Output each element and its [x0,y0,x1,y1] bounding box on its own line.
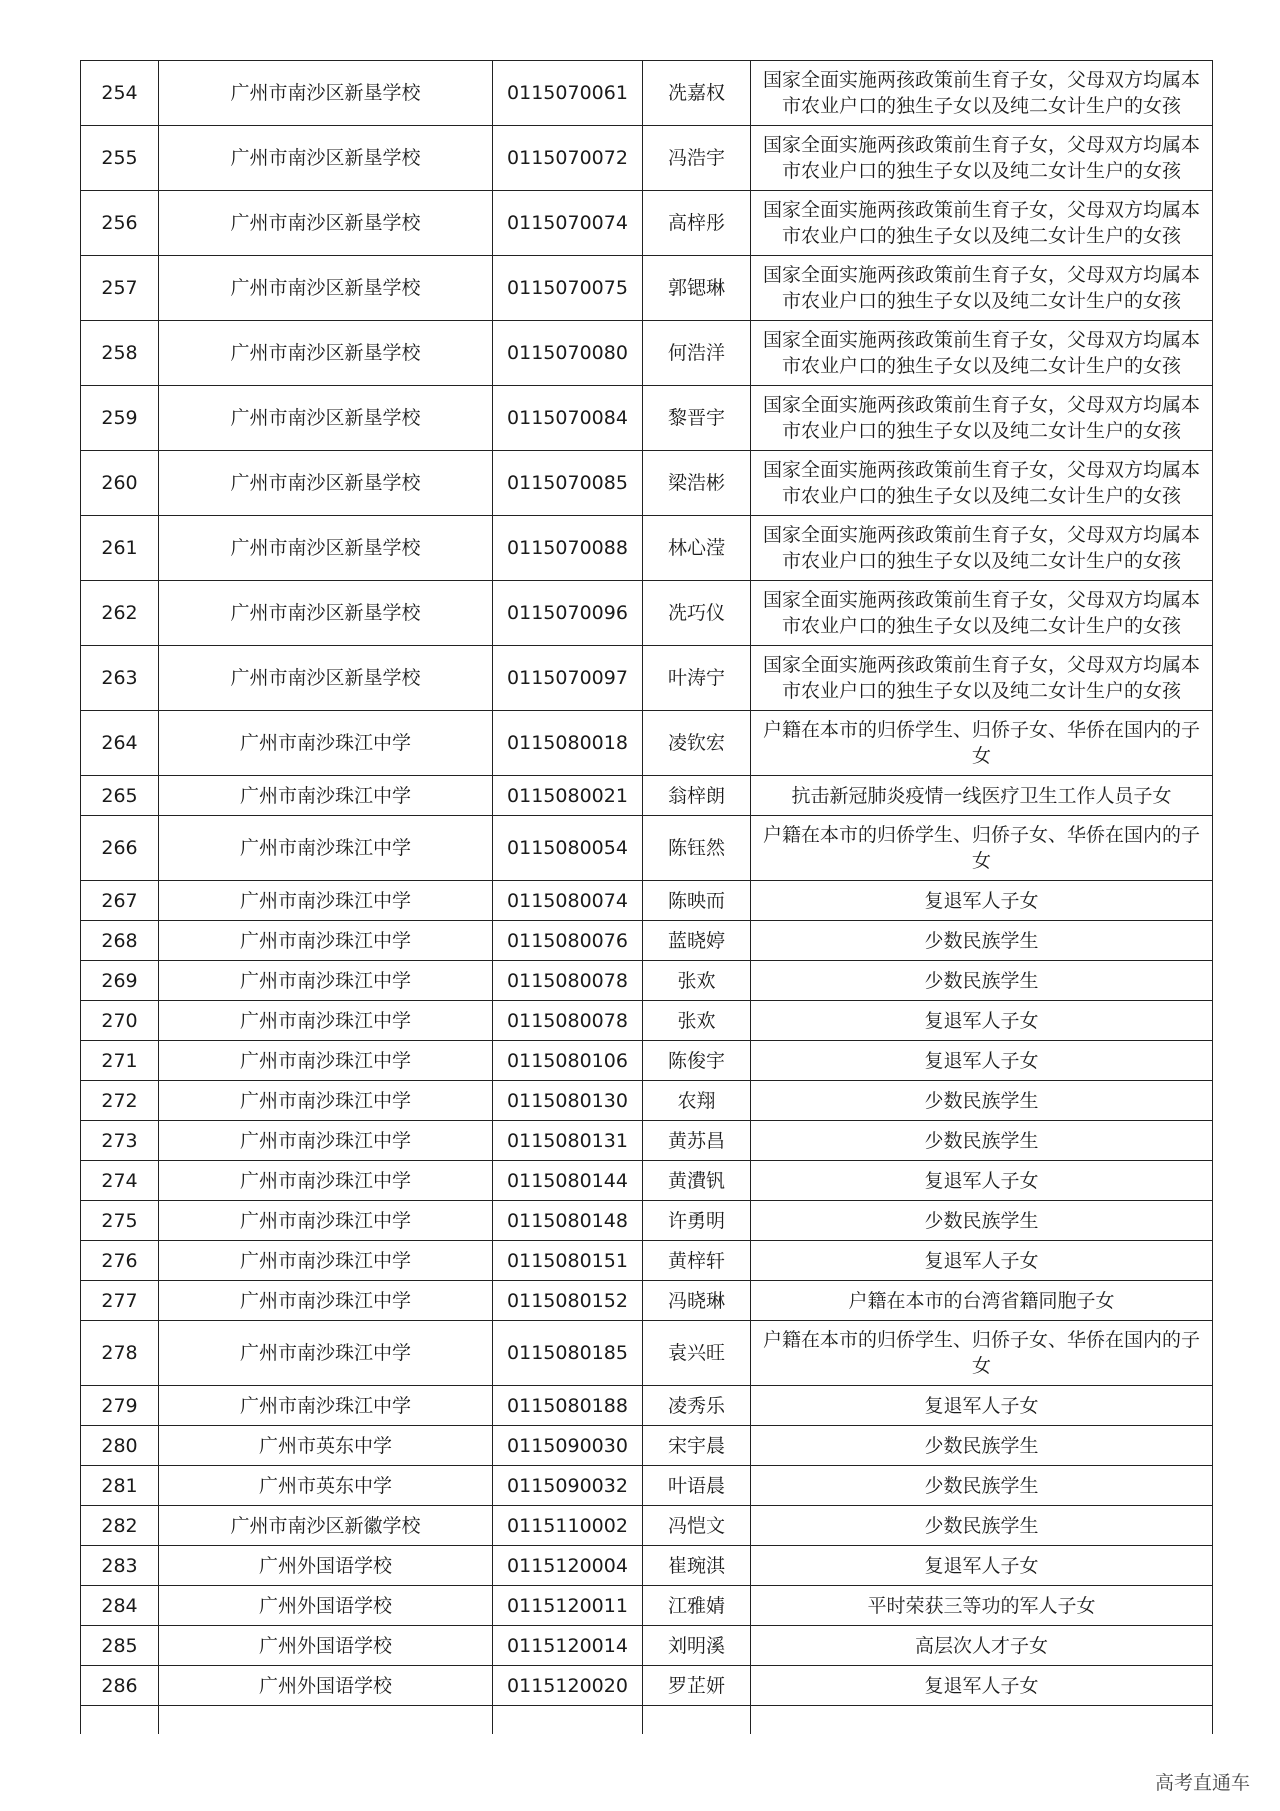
cell-number: 255 [81,126,159,191]
cell-school: 广州市南沙珠江中学 [159,816,493,881]
cell-student-id: 0115080078 [493,1001,643,1041]
cell-category: 复退军人子女 [751,1241,1213,1281]
cell-category: 户籍在本市的归侨学生、归侨子女、华侨在国内的子女 [751,1321,1213,1386]
roster-body [81,61,1213,1735]
cell-school: 广州市南沙珠江中学 [159,1321,493,1386]
cell-school: 广州市南沙珠江中学 [159,1041,493,1081]
cell-student-id: 0115070080 [493,321,643,386]
cell-number: 273 [81,1121,159,1161]
cell-student-name: 黄梓轩 [643,1241,751,1281]
cell-school: 广州市南沙区新徽学校 [159,1506,493,1546]
cell-number: 284 [81,1586,159,1626]
table-row [81,386,1213,451]
empty-cell [159,1706,493,1735]
cell-number: 269 [81,961,159,1001]
table-row [81,516,1213,581]
cell-school: 广州市南沙区新垦学校 [159,321,493,386]
cell-student-id: 0115080074 [493,881,643,921]
cell-student-id: 0115090032 [493,1466,643,1506]
cell-category: 国家全面实施两孩政策前生育子女，父母双方均属本市农业户口的独生子女以及纯二女计生户的女孩 [751,61,1213,126]
cell-school: 广州市南沙珠江中学 [159,711,493,776]
cell-category: 高层次人才子女 [751,1626,1213,1666]
cell-number: 264 [81,711,159,776]
cell-student-name: 张欢 [643,1001,751,1041]
cell-number: 277 [81,1281,159,1321]
cell-category: 复退军人子女 [751,1161,1213,1201]
cell-category: 复退军人子女 [751,881,1213,921]
cell-category: 复退军人子女 [751,1386,1213,1426]
table-row [81,1241,1213,1281]
cell-student-name: 高梓彤 [643,191,751,256]
cell-student-id: 0115070097 [493,646,643,711]
cell-number: 267 [81,881,159,921]
cell-school: 广州市南沙珠江中学 [159,1121,493,1161]
cell-student-id: 0115070084 [493,386,643,451]
table-row [81,1001,1213,1041]
cell-student-name: 张欢 [643,961,751,1001]
cell-school: 广州市南沙珠江中学 [159,1241,493,1281]
cell-school: 广州外国语学校 [159,1546,493,1586]
cell-school: 广州市南沙区新垦学校 [159,126,493,191]
cell-category: 国家全面实施两孩政策前生育子女，父母双方均属本市农业户口的独生子女以及纯二女计生户的女孩 [751,516,1213,581]
cell-category: 少数民族学生 [751,921,1213,961]
cell-number: 278 [81,1321,159,1386]
cell-student-name: 陈映而 [643,881,751,921]
cell-number: 282 [81,1506,159,1546]
cell-category: 复退军人子女 [751,1666,1213,1706]
cell-student-name: 叶涛宁 [643,646,751,711]
cell-category: 抗击新冠肺炎疫情一线医疗卫生工作人员子女 [751,776,1213,816]
empty-cell [81,1706,159,1735]
cell-number: 281 [81,1466,159,1506]
cell-number: 254 [81,61,159,126]
cell-school: 广州市南沙珠江中学 [159,1001,493,1041]
cell-student-id: 0115110002 [493,1506,643,1546]
empty-cell [751,1706,1213,1735]
cell-school: 广州市英东中学 [159,1426,493,1466]
cell-student-name: 刘明溪 [643,1626,751,1666]
table-row [81,256,1213,321]
cell-category: 国家全面实施两孩政策前生育子女，父母双方均属本市农业户口的独生子女以及纯二女计生户的女孩 [751,451,1213,516]
cell-number: 256 [81,191,159,256]
cell-school: 广州市南沙区新垦学校 [159,646,493,711]
cell-school: 广州市南沙珠江中学 [159,776,493,816]
table-row [81,1386,1213,1426]
table-row [81,1466,1213,1506]
cell-school: 广州外国语学校 [159,1626,493,1666]
table-row [81,1586,1213,1626]
cell-category: 户籍在本市的归侨学生、归侨子女、华侨在国内的子女 [751,816,1213,881]
watermark-text: 高考直通车 [1154,1772,1250,1794]
cell-student-name: 凌钦宏 [643,711,751,776]
cell-student-name: 黎晋宇 [643,386,751,451]
cell-school: 广州外国语学校 [159,1586,493,1626]
cell-number: 276 [81,1241,159,1281]
cell-school: 广州市南沙珠江中学 [159,1386,493,1426]
cell-number: 274 [81,1161,159,1201]
cell-student-id: 0115070075 [493,256,643,321]
cell-school: 广州市南沙区新垦学校 [159,451,493,516]
table-row [81,1506,1213,1546]
cell-student-id: 0115080131 [493,1121,643,1161]
cell-category: 国家全面实施两孩政策前生育子女，父母双方均属本市农业户口的独生子女以及纯二女计生户的女孩 [751,646,1213,711]
cell-student-name: 凌秀乐 [643,1386,751,1426]
table-row [81,1121,1213,1161]
cell-category: 复退军人子女 [751,1041,1213,1081]
table-row [81,1201,1213,1241]
table-row [81,961,1213,1001]
cell-student-name: 冼巧仪 [643,581,751,646]
empty-cell [493,1706,643,1735]
cell-number: 283 [81,1546,159,1586]
cell-category: 国家全面实施两孩政策前生育子女，父母双方均属本市农业户口的独生子女以及纯二女计生户的女孩 [751,386,1213,451]
cell-number: 263 [81,646,159,711]
cell-student-id: 0115120004 [493,1546,643,1586]
cell-student-name: 郭锶琳 [643,256,751,321]
cell-student-name: 蓝晓婷 [643,921,751,961]
cell-student-id: 0115080188 [493,1386,643,1426]
cell-student-name: 冯恺文 [643,1506,751,1546]
cell-student-name: 何浩洋 [643,321,751,386]
cell-student-name: 黄㵒钒 [643,1161,751,1201]
cell-student-name: 陈钰然 [643,816,751,881]
cell-school: 广州市南沙珠江中学 [159,961,493,1001]
cell-student-name: 许勇明 [643,1201,751,1241]
cell-student-name: 罗芷妍 [643,1666,751,1706]
roster-table [80,60,1213,1734]
cell-category: 少数民族学生 [751,1506,1213,1546]
cell-category: 平时荣获三等功的军人子女 [751,1586,1213,1626]
cell-number: 286 [81,1666,159,1706]
cell-school: 广州市南沙区新垦学校 [159,516,493,581]
cell-category: 少数民族学生 [751,1121,1213,1161]
cell-category: 户籍在本市的台湾省籍同胞子女 [751,1281,1213,1321]
cell-school: 广州市南沙区新垦学校 [159,386,493,451]
cell-category: 国家全面实施两孩政策前生育子女，父母双方均属本市农业户口的独生子女以及纯二女计生户的女孩 [751,321,1213,386]
cell-category: 少数民族学生 [751,1081,1213,1121]
table-row [81,1626,1213,1666]
cell-student-id: 0115080076 [493,921,643,961]
cell-school: 广州市南沙珠江中学 [159,1201,493,1241]
table-row [81,581,1213,646]
table-row [81,816,1213,881]
roster-sheet [80,60,1212,1734]
cell-school: 广州市南沙珠江中学 [159,881,493,921]
table-row [81,1321,1213,1386]
cell-school: 广州外国语学校 [159,1666,493,1706]
cell-student-id: 0115080018 [493,711,643,776]
cell-student-name: 冯晓琳 [643,1281,751,1321]
table-row-blank [81,1706,1213,1735]
cell-student-name: 冼嘉权 [643,61,751,126]
cell-category: 复退军人子女 [751,1546,1213,1586]
cell-student-id: 0115080148 [493,1201,643,1241]
cell-school: 广州市南沙珠江中学 [159,921,493,961]
cell-student-id: 0115070085 [493,451,643,516]
cell-category: 复退军人子女 [751,1001,1213,1041]
table-row [81,776,1213,816]
table-row [81,451,1213,516]
table-row [81,1041,1213,1081]
cell-number: 266 [81,816,159,881]
cell-category: 少数民族学生 [751,1426,1213,1466]
cell-school: 广州市南沙珠江中学 [159,1081,493,1121]
cell-category: 国家全面实施两孩政策前生育子女，父母双方均属本市农业户口的独生子女以及纯二女计生户的女孩 [751,191,1213,256]
table-row [81,1426,1213,1466]
cell-school: 广州市南沙珠江中学 [159,1281,493,1321]
cell-number: 275 [81,1201,159,1241]
cell-school: 广州市南沙珠江中学 [159,1161,493,1201]
cell-student-name: 翁梓朗 [643,776,751,816]
cell-student-id: 0115070072 [493,126,643,191]
cell-number: 272 [81,1081,159,1121]
table-row [81,711,1213,776]
cell-number: 259 [81,386,159,451]
cell-student-id: 0115080054 [493,816,643,881]
cell-student-name: 冯浩宇 [643,126,751,191]
cell-category: 国家全面实施两孩政策前生育子女，父母双方均属本市农业户口的独生子女以及纯二女计生户的女孩 [751,126,1213,191]
cell-school: 广州市英东中学 [159,1466,493,1506]
cell-student-name: 宋宇晨 [643,1426,751,1466]
cell-student-id: 0115120020 [493,1666,643,1706]
cell-school: 广州市南沙区新垦学校 [159,191,493,256]
table-row [81,1666,1213,1706]
cell-student-name: 林心滢 [643,516,751,581]
cell-student-id: 0115070088 [493,516,643,581]
cell-student-id: 0115080144 [493,1161,643,1201]
cell-student-name: 陈俊宇 [643,1041,751,1081]
cell-number: 271 [81,1041,159,1081]
cell-number: 261 [81,516,159,581]
cell-student-id: 0115080021 [493,776,643,816]
cell-category: 国家全面实施两孩政策前生育子女，父母双方均属本市农业户口的独生子女以及纯二女计生户的女孩 [751,256,1213,321]
table-row [81,61,1213,126]
cell-student-id: 0115070061 [493,61,643,126]
cell-student-id: 0115080106 [493,1041,643,1081]
empty-cell [643,1706,751,1735]
table-row [81,321,1213,386]
cell-student-id: 0115080185 [493,1321,643,1386]
cell-school: 广州市南沙区新垦学校 [159,256,493,321]
cell-category: 少数民族学生 [751,961,1213,1001]
cell-student-name: 江雅婧 [643,1586,751,1626]
cell-category: 户籍在本市的归侨学生、归侨子女、华侨在国内的子女 [751,711,1213,776]
cell-number: 262 [81,581,159,646]
cell-student-id: 0115090030 [493,1426,643,1466]
cell-student-name: 农翔 [643,1081,751,1121]
cell-student-id: 0115080151 [493,1241,643,1281]
table-row [81,1081,1213,1121]
table-row [81,191,1213,256]
cell-number: 280 [81,1426,159,1466]
table-row [81,881,1213,921]
cell-number: 270 [81,1001,159,1041]
table-row [81,921,1213,961]
cell-number: 268 [81,921,159,961]
cell-school: 广州市南沙区新垦学校 [159,581,493,646]
table-row [81,646,1213,711]
table-row [81,1281,1213,1321]
cell-category: 国家全面实施两孩政策前生育子女，父母双方均属本市农业户口的独生子女以及纯二女计生户的女孩 [751,581,1213,646]
cell-number: 265 [81,776,159,816]
cell-number: 279 [81,1386,159,1426]
cell-number: 260 [81,451,159,516]
cell-student-name: 黄苏昌 [643,1121,751,1161]
cell-category: 少数民族学生 [751,1466,1213,1506]
cell-student-id: 0115080130 [493,1081,643,1121]
cell-student-id: 0115070074 [493,191,643,256]
cell-student-id: 0115080152 [493,1281,643,1321]
cell-school: 广州市南沙区新垦学校 [159,61,493,126]
table-row [81,126,1213,191]
cell-student-id: 0115120011 [493,1586,643,1626]
cell-student-id: 0115070096 [493,581,643,646]
table-row [81,1546,1213,1586]
cell-number: 257 [81,256,159,321]
cell-student-id: 0115080078 [493,961,643,1001]
cell-student-name: 叶语晨 [643,1466,751,1506]
cell-category: 少数民族学生 [751,1201,1213,1241]
cell-student-name: 崔琬淇 [643,1546,751,1586]
cell-student-name: 袁兴旺 [643,1321,751,1386]
cell-number: 258 [81,321,159,386]
cell-student-name: 梁浩彬 [643,451,751,516]
cell-number: 285 [81,1626,159,1666]
cell-student-id: 0115120014 [493,1626,643,1666]
table-row [81,1161,1213,1201]
